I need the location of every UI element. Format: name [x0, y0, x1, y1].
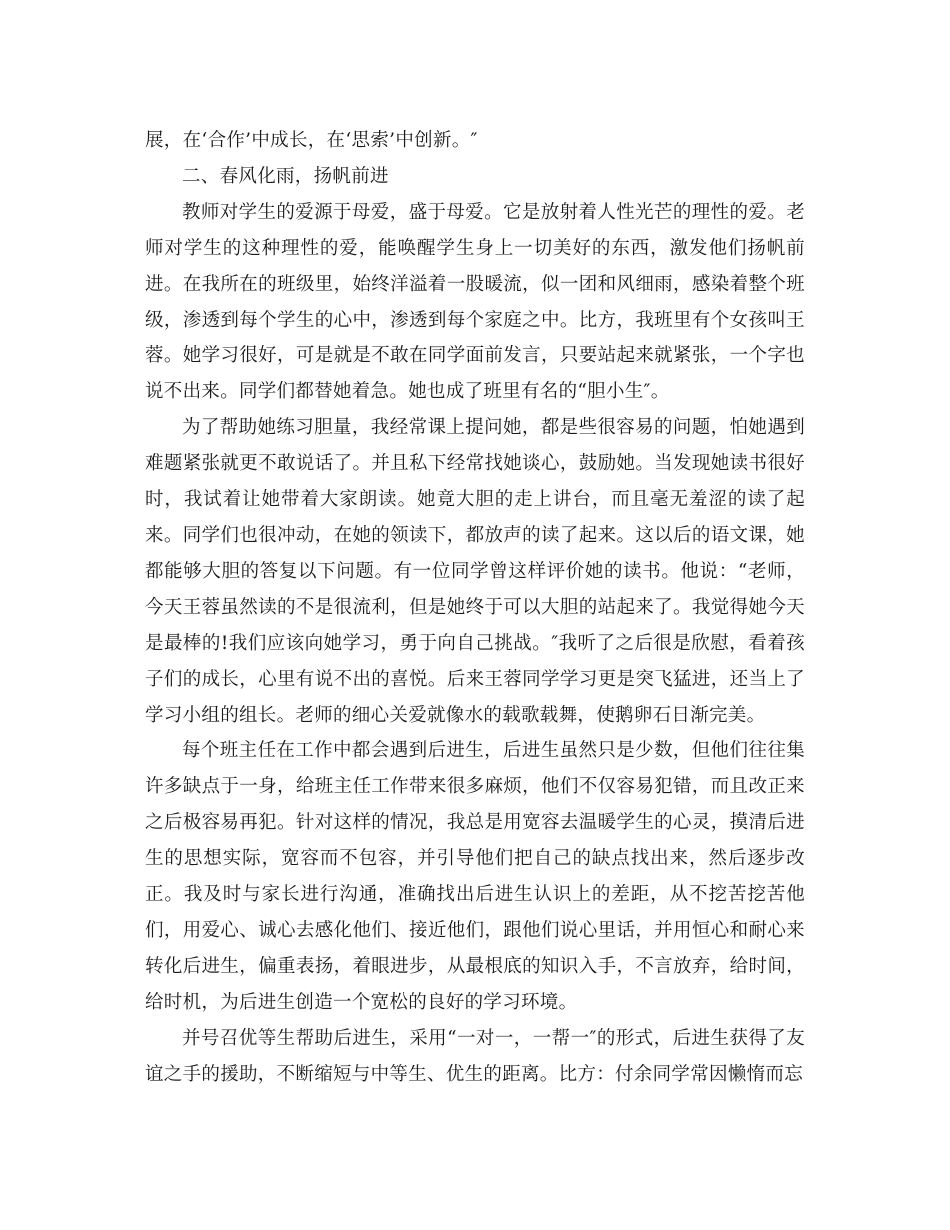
- paragraph-continuation: 展，在‘合作’中成长，在‘思索’中创新。″: [145, 130, 478, 151]
- paragraph: 为了帮助她练习胆量，我经常课上提问她，都是些很容易的问题，怕她遇到难题紧张就更不敢说话了。并且私下经常找她谈心，鼓励她。当发现她读书很好时，我试着让她带着大家朗读。她竟大胆的走上讲台，而且毫无羞涩的读了起来。同学们也很冲动，在她的领读下，都放声的读了起来。这以后的语文课，她都能够大胆的答复以下问题。有一位同学曾这样评价她的读书。他说：“老师，今天王蓉虽然读的不是很流利，但是她终于可以大胆的站起来了。我觉得她今天是最棒的!我们应该向她学习，勇于向自己挑战。″我听了之后很是欣慰，看着孩子们的成长，心里有说不出的喜悦。后来王蓉同学学习更是突飞猛进，还当上了学习小组的组长。老师的细心关爱就像水的载歌载舞，使鹅卵石日渐完美。: [145, 417, 805, 726]
- paragraph: 教师对学生的爱源于母爱，盛于母爱。它是放射着人性光芒的理性的爱。老师对学生的这种理性的爱，能唤醒学生身上一切美好的东西，激发他们扬帆前进。在我所在的班级里，始终洋溢着一股暖流，似一团和风细雨，感染着整个班级，渗透到每个学生的心中，渗透到每个家庭之中。比方，我班里有个女孩叫王蓉。她学习很好，可是就是不敢在同学面前发言，只要站起来就紧张，一个字也说不出来。同学们都替她着急。她也成了班里有名的“胆小生″。: [145, 201, 805, 403]
- paragraph: 每个班主任在工作中都会遇到后进生，后进生虽然只是少数，但他们往往集许多缺点于一身，给班主任工作带来很多麻烦，他们不仅容易犯错，而且改正来之后极容易再犯。针对这样的情况，我总是用宽容去温暖学生的心灵，摸清后进生的思想实际，宽容而不包容，并引导他们把自己的缺点找出来，然后逐步改正。我及时与家长进行沟通，准确找出后进生认识上的差距，从不挖苦挖苦他们，用爱心、诚心去感化他们、接近他们，跟他们说心里话，并用恒心和耐心来转化后进生，偏重表扬，着眼进步，从最根底的知识入手，不言放弃，给时间，给时机，为后进生创造一个宽松的良好的学习环境。: [145, 740, 805, 1013]
- document-body: [145, 123, 805, 1092]
- paragraph: 并号召优等生帮助后进生，采用“一对一，一帮一″的形式，后进生获得了友谊之手的援助，不断缩短与中等生、优生的距离。比方：付余同学常因懒惰而忘: [145, 1027, 805, 1085]
- section-heading: 二、春风化雨，扬帆前进: [182, 165, 389, 187]
